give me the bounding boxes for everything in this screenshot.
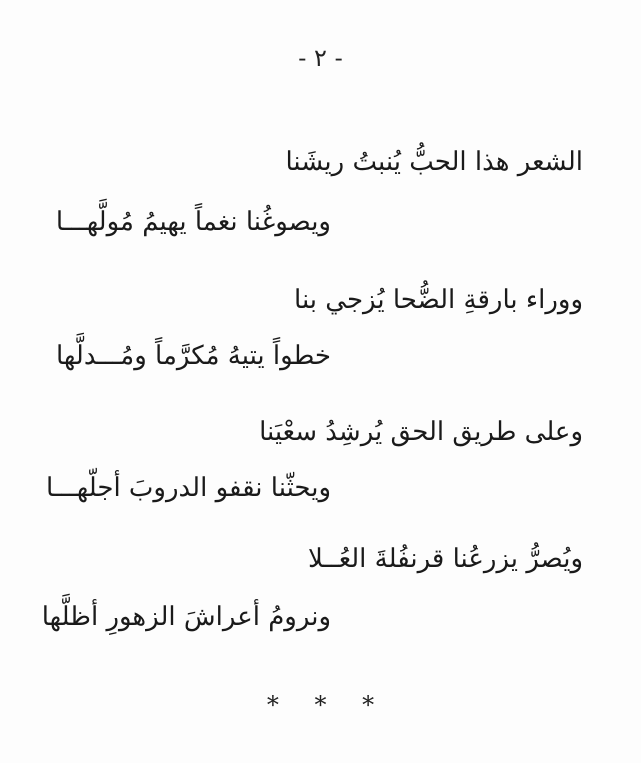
poem-line-7: ويُصرُّ يزرعُنا قرنفُلةَ العُــلا bbox=[307, 544, 583, 574]
poem-line-1: الشعر هذا الحبُّ يُنبتُ ريشَنا bbox=[285, 147, 583, 177]
section-separator: * * * bbox=[266, 691, 375, 719]
page-number: - ٢ - bbox=[298, 44, 343, 72]
poem-line-3: ووراء بارقةِ الضُّحا يُزجي بنا bbox=[294, 285, 583, 315]
poem-line-2: ويصوغُنا نغماً يهيمُ مُولَّهـــا bbox=[55, 207, 331, 237]
poem-line-4: خطواً يتيهُ مُكرَّماً ومُـــدلَّها bbox=[55, 341, 331, 371]
poem-line-5: وعلى طريق الحق يُرشِدُ سعْيَنا bbox=[259, 417, 583, 447]
poem-line-6: ويحثّنا نقفو الدروبَ أجلّهـــا bbox=[46, 473, 331, 503]
poem-line-8: ونرومُ أعراشَ الزهورِ أظلَّها bbox=[41, 602, 331, 632]
